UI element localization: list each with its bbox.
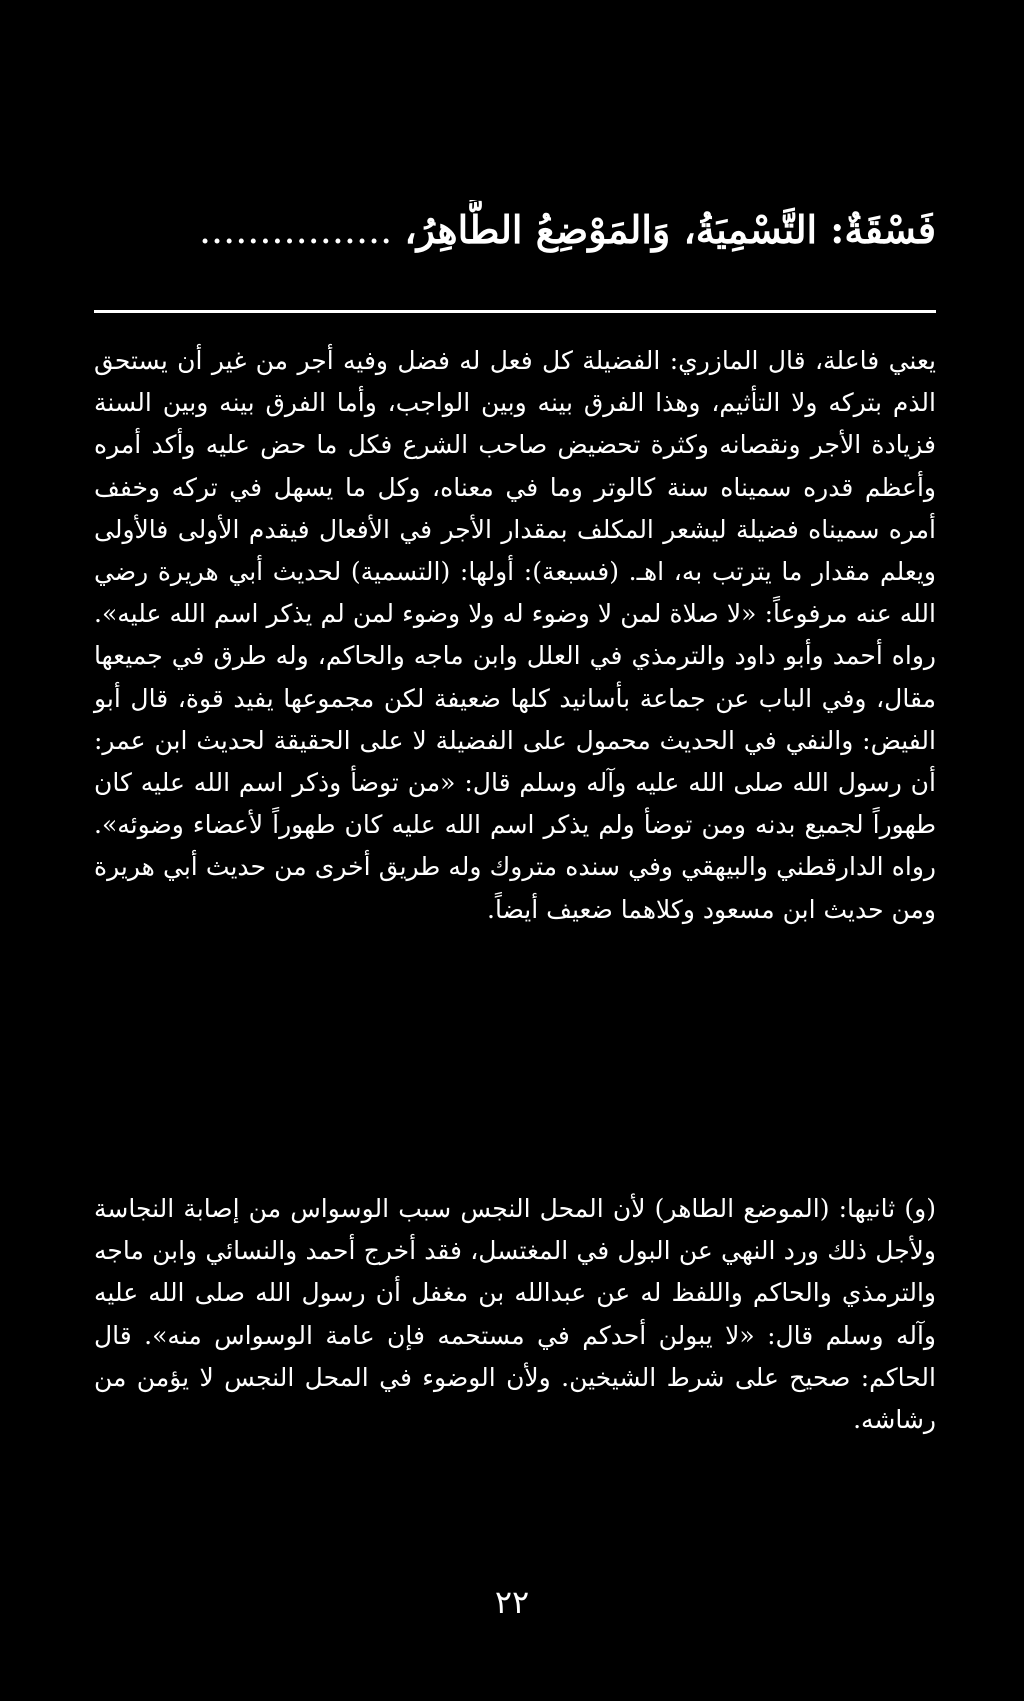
section-heading [90, 200, 936, 260]
heading-leader-dots: ................ [198, 208, 393, 252]
heading-divider [94, 310, 936, 313]
paragraph-2: (و) ثانيها: (الموضع الطاهر) لأن المحل النجس سبب الوسواس من إصابة النجاسة ولأجل ذلك ورد النهي عن البول في المغتسل، فقد أخرج أحمد والنسائي وابن ماجه والترمذي والحاكم واللفظ له عن عبدالله بن مغفل أن رسول الله صلى الله عليه وآله وسلم قال: «لا يبولن أحدكم في مستحمه فإن عامة الوسواس منه». قال الحاكم: صحيح على شرط الشيخين. ولأن الوضوء في المحل النجس لا يؤمن من رشاشه. [94, 1194, 936, 1435]
page-number: ٢٢ [494, 1583, 530, 1621]
paragraph-1: يعني فاعلة، قال المازري: الفضيلة كل فعل له فضل وفيه أجر من غير أن يستحق الذم بتركه ولا التأثيم، وهذا الفرق بينه وبين الواجب، وأما الفرق بينه وبين السنة فزيادة الأجر ونقصانه وكثرة تحضيض صاحب الشرع فكل ما حض عليه وأكد أمره وأعظم قدره سميناه سنة كالوتر وما في معناه، وكل ما يسهل في تركه وخفف أمره سميناه فضيلة ليشعر المكلف بمقدار الأجر في الأفعال فيقدم الأولى فالأولى ويعلم مقدار ما يترتب به، اهـ. (فسبعة): أولها: (التسمية) لحديث أبي هريرة رضي الله عنه مرفوعاً: «لا صلاة لمن لا وضوء له ولا وضوء لمن لم يذكر اسم الله عليه». رواه أحمد وأبو داود والترمذي في العلل وابن ماجه والحاكم، وله طرق في جميعها مقال، وفي الباب عن جماعة بأسانيد كلها ضعيفة لكن مجموعها يفيد قوة، قال أبو الفيض: والنفي في الحديث محمول على الفضيلة لا على الحقيقة لحديث ابن عمر: أن رسول الله صلى الله عليه وآله وسلم قال: «من توضأ وذكر اسم الله عليه كان طهوراً لجميع بدنه ومن توضأ ولم يذكر اسم الله عليه كان طهوراً لأعضاء وضوئه». رواه الدارقطني والبيهقي وفي سنده متروك وله طريق أخرى من حديث أبي هريرة ومن حديث ابن مسعود وكلاهما ضعيف أيضاً. [94, 346, 937, 924]
heading-title: فَسْقَةٌ: التَّسْمِيَةُ، وَالمَوْضِعُ الطَّاهِرُ، [404, 207, 936, 252]
